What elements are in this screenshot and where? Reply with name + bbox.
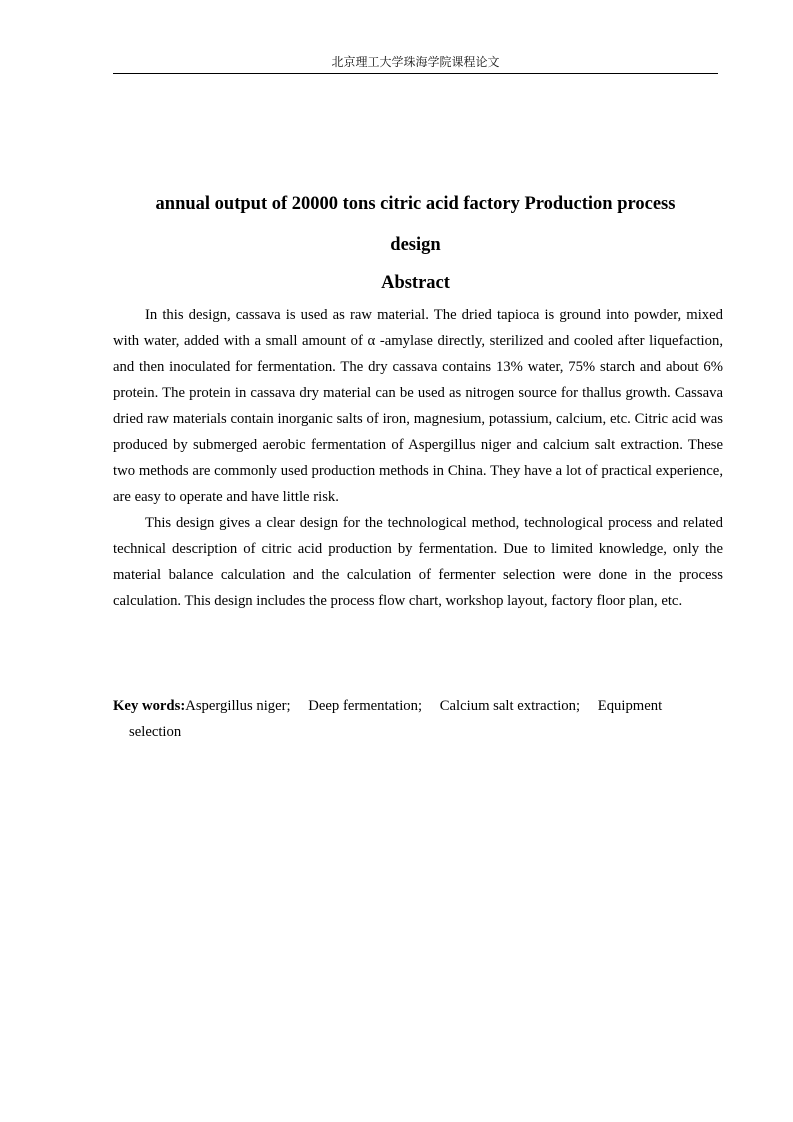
keyword-item: Calcium salt extraction; xyxy=(439,698,581,714)
running-header: 北京理工大学珠海学院课程论文 xyxy=(331,55,500,69)
paper-title-line-2: design xyxy=(390,235,441,255)
abstract-heading: Abstract xyxy=(381,273,450,293)
abstract-body xyxy=(113,302,723,614)
keywords-label: Key words: xyxy=(113,698,186,714)
keyword-item: Equipment selection xyxy=(129,698,663,740)
keywords xyxy=(113,693,718,745)
abstract-paragraph-2: This design gives a clear design for the technological method, technological process and related technical description of citric acid production by fermentation. Due to limited knowledge, only the material balance calculation and the calculation of fermenter selection were done in the process calculation. This design includes the process flow chart, workshop layout, factory floor plan, etc. xyxy=(113,515,723,609)
header-rule xyxy=(113,73,718,74)
paper-title-line-1: annual output of 20000 tons citric acid factory Production process xyxy=(155,194,676,214)
paper-title xyxy=(113,184,718,266)
keyword-item: Aspergillus niger; xyxy=(185,698,291,714)
abstract-paragraph-1: In this design, cassava is used as raw material. The dried tapioca is ground into powder, mixed with water, added with a small amount of α -amylase directly, sterilized and cooled after liquefaction, and then inoculated for fermentation. The dry cassava contains 13% water, 75% starch and about 6% protein. The protein in cassava dry material can be used as nitrogen source for thallus growth. Cassava dried raw materials contain inorganic salts of iron, magnesium, potassium, calcium, etc. Citric acid was produced by submerged aerobic fermentation of Aspergillus niger and calcium salt extraction. These two methods are commonly used production methods in China. They have a lot of practical experience, are easy to operate and have little risk. xyxy=(113,307,723,505)
keyword-item: Deep fermentation; xyxy=(308,698,423,714)
